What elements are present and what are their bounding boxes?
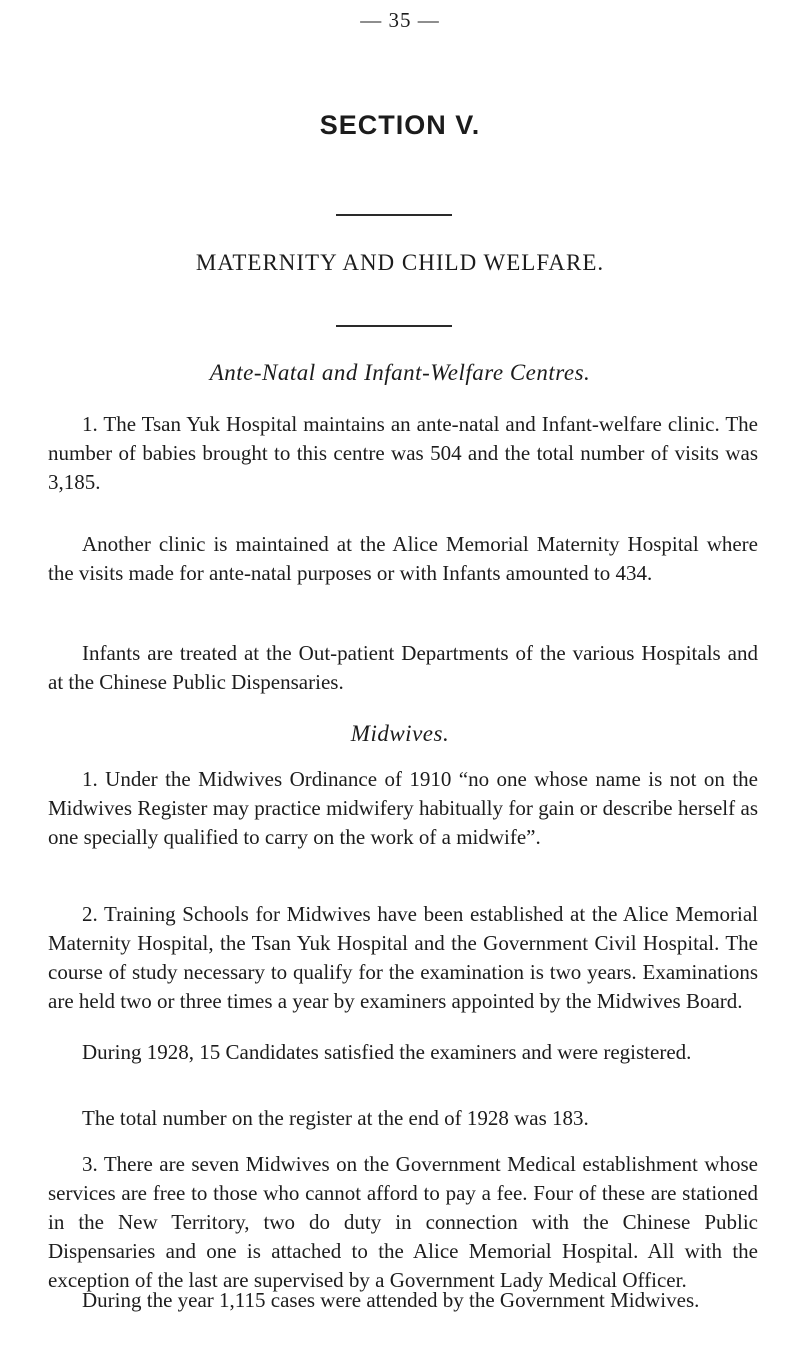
chapter-title: MATERNITY AND CHILD WELFARE. [195, 250, 605, 275]
paragraph-register-total: The total number on the register at the end of 1928 was 183. [82, 1106, 589, 1130]
subheading-midwives: Midwives. [350, 721, 450, 746]
divider-rule [336, 214, 452, 216]
section-title: SECTION V. [319, 110, 481, 140]
page-number: — 35 — [360, 8, 440, 32]
paragraph-midwives-ordinance: 1. Under the Midwives Ordinance of 1910 “no one whose name is not on the Midwives Register may practice midwifery habitually for gain or describe herself as one specially qualified to carry on the work of a midwife”. [48, 767, 758, 849]
subheading-centres: Ante-Natal and Infant-Welfare Centres. [209, 360, 591, 385]
paragraph-candidates-1928: During 1928, 15 Candidates satisfied the examiners and were registered. [82, 1040, 692, 1064]
paragraph-alice-memorial-clinic: Another clinic is maintained at the Alice Memorial Maternity Hospital where the visits made for ante-natal purposes or with Infants amounted to 434. [48, 532, 758, 585]
paragraph-cases-attended: During the year 1,115 cases were attended by the Government Midwives. [82, 1288, 700, 1312]
divider-rule [336, 325, 452, 327]
paragraph-tsan-yuk-clinic: 1. The Tsan Yuk Hospital maintains an ante-natal and Infant-welfare clinic. The number of babies brought to this centre was 504 and the total number of visits was 3,185. [48, 412, 758, 494]
paragraph-training-schools: 2. Training Schools for Midwives have been established at the Alice Memorial Maternity Hospital, the Tsan Yuk Hospital and the Government Civil Hospital. The course of study necessary to qualify for the examination is two years. Examinations are held two or three times a year by examiners appointed by the Midwives Board. [48, 902, 758, 1013]
paragraph-government-midwives: 3. There are seven Midwives on the Government Medical establishment whose services are free to those who cannot afford to pay a fee. Four of these are stationed in the New Territory, two do duty in connection with the Chinese Public Dispensaries and one is attached to the Alice Memorial Hospital. All with the exception of the last are supervised by a Government Lady Medical Officer. [48, 1152, 758, 1292]
paragraph-outpatient-infants: Infants are treated at the Out-patient Departments of the various Hospitals and at the Chinese Public Dispensaries. [48, 641, 758, 694]
